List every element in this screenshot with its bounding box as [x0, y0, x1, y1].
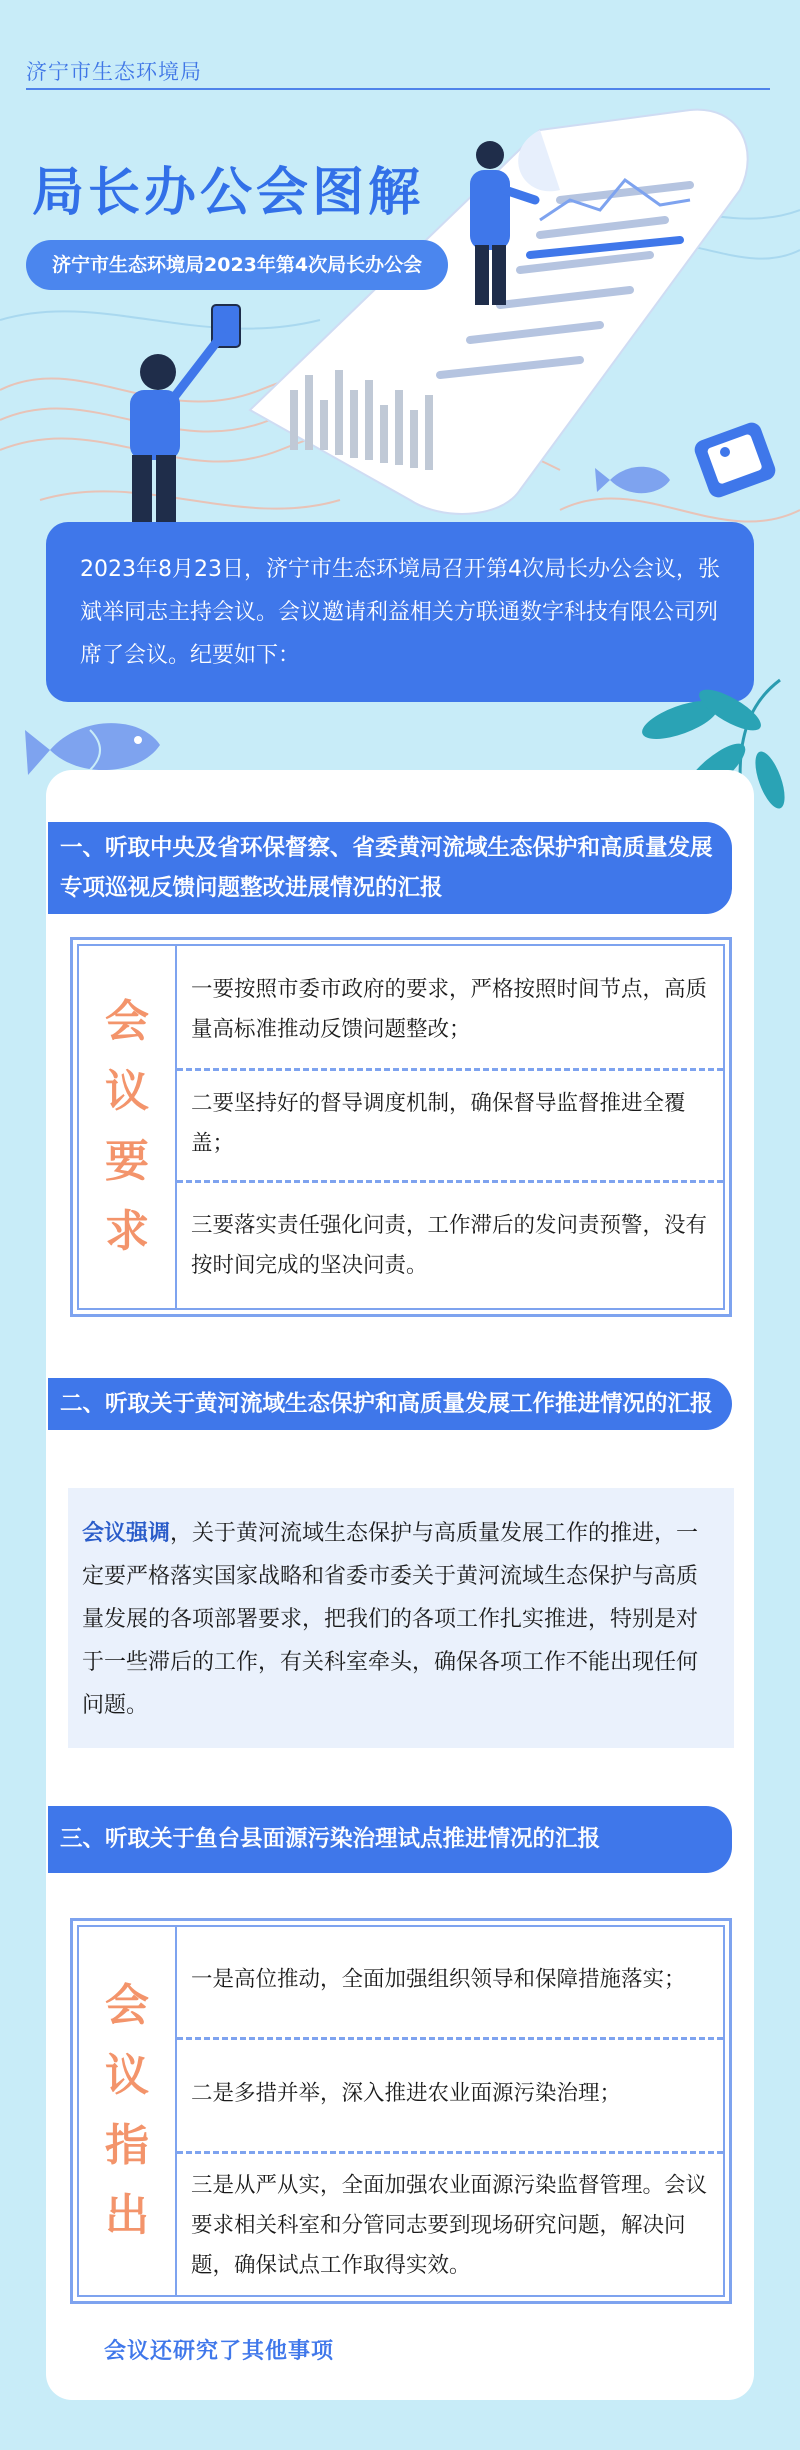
requirement-item: 一要按照市委市政府的要求，严格按照时间节点，高质量高标准推动反馈问题整改；	[191, 977, 708, 1042]
points-side-label	[79, 1927, 177, 2295]
side-char: 出	[105, 2190, 149, 2241]
dashed-divider	[177, 2037, 723, 2040]
section-3-points-box	[70, 1918, 732, 2304]
requirement-item: 三要落实责任强化问责，工作滞后的发问责预警，没有按时间完成的坚决问责。	[191, 1213, 708, 1278]
point-item: 三是从严从实，全面加强农业面源污染监督管理。会议要求相关科室和分管同志要到现场研究问题，解决问题，确保试点工作取得实效。	[191, 2173, 708, 2278]
section-1-requirements-box	[70, 937, 732, 1317]
side-char: 会	[105, 996, 149, 1047]
organization-name: 济宁市生态环境局	[26, 60, 202, 84]
emphasis-body: ，关于黄河流域生态保护与高质量发展工作的推进，一定要严格落实国家战略和省委市委关于黄河流域生态保护与高质量发展的各项部署要求，把我们的各项工作扎实推进，特别是对于一些滞后的工作，有关科室牵头，确保各项工作不能出现任何问题。	[82, 1521, 699, 1718]
person-with-tablet-icon	[130, 305, 240, 530]
requirements-frame	[77, 944, 725, 1310]
meeting-subtitle: 济宁市生态环境局2023年第4次局长办公会	[26, 240, 448, 290]
intro-paragraph: 2023年8月23日，济宁市生态环境局召开第4次局长办公会议，张斌举同志主持会议。会议邀请利益相关方联通数字科技有限公司列席了会议。纪要如下：	[46, 522, 754, 702]
dashed-divider	[177, 2151, 723, 2154]
section-3-title: 三、听取关于鱼台县面源污染治理试点推进情况的汇报	[48, 1806, 732, 1873]
dashed-divider	[177, 1068, 723, 1071]
footer-note: 会议还研究了其他事项	[104, 2339, 335, 2364]
image-icon	[692, 420, 778, 500]
side-char: 会	[105, 1980, 149, 2031]
dashed-divider	[177, 1180, 723, 1183]
fish-icon	[595, 467, 670, 493]
side-char: 要	[105, 1136, 149, 1187]
section-2-emphasis-box	[68, 1488, 734, 1748]
side-char: 指	[105, 2120, 149, 2171]
point-item: 一是高位推动，全面加强组织领导和保障措施落实；	[191, 1967, 686, 1992]
point-item: 二是多措并举，深入推进农业面源污染治理；	[191, 2081, 622, 2106]
section-1-title: 一、听取中央及省环保督察、省委黄河流域生态保护和高质量发展专项巡视反馈问题整改进展情况的汇报	[48, 822, 732, 914]
points-frame	[77, 1925, 725, 2297]
page-title: 局长办公会图解	[32, 162, 425, 223]
side-char: 议	[105, 1066, 149, 1117]
requirement-item: 二要坚持好的督导调度机制，确保督导监督推进全覆盖；	[191, 1091, 686, 1156]
side-char: 议	[105, 2050, 149, 2101]
emphasis-lead: 会议强调	[82, 1521, 171, 1546]
side-char: 求	[105, 1206, 149, 1257]
requirements-side-label	[79, 946, 177, 1308]
section-2-title: 二、听取关于黄河流域生态保护和高质量发展工作推进情况的汇报	[48, 1378, 732, 1430]
